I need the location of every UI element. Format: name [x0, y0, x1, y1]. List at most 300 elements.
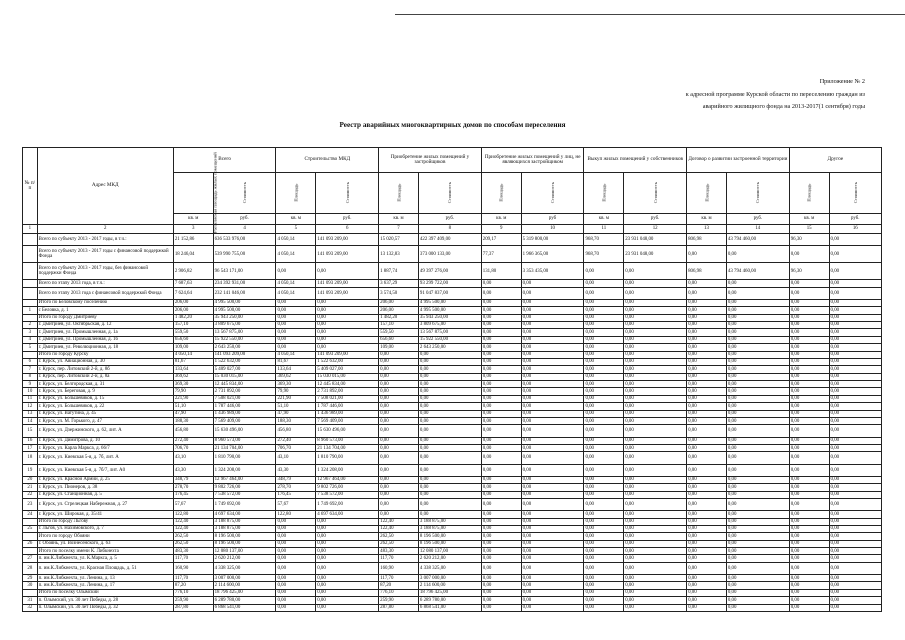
value-cell: 122,80: [173, 511, 213, 518]
row-number: 6: [23, 358, 38, 365]
value-cell: 12 445 834,00: [213, 381, 276, 388]
value-cell: 1 887,74: [379, 263, 419, 280]
value-cell: 3 637,29: [379, 280, 419, 287]
value-cell: 43,30: [173, 464, 213, 476]
value-cell: 15 922 550,00: [418, 336, 481, 343]
table-row: [23, 358, 882, 365]
value-cell: 0,00: [829, 604, 881, 611]
value-cell: 0,00: [584, 366, 624, 373]
value-cell: 0,00: [521, 373, 584, 380]
column-number: 9: [481, 225, 521, 234]
value-cell: 806,98: [687, 263, 727, 280]
value-cell: 0,00: [521, 395, 584, 402]
value-cell: 0,00: [726, 246, 789, 263]
value-cell: 0,00: [726, 373, 789, 380]
value-cell: 0,00: [481, 540, 521, 547]
value-cell: 0,00: [624, 280, 687, 287]
value-cell: 0,00: [316, 575, 379, 582]
value-cell: 4 050,14: [173, 351, 213, 358]
value-cell: 0,00: [521, 452, 584, 464]
value-cell: 0,00: [379, 358, 419, 365]
column-number: 13: [687, 225, 727, 234]
value-cell: 0,00: [687, 476, 727, 483]
value-cell: 0,00: [521, 511, 584, 518]
value-cell: 0,00: [481, 425, 521, 437]
sub-header-label: Площадь: [703, 183, 709, 202]
value-cell: 0,00: [316, 604, 379, 611]
table-row: [23, 388, 882, 395]
value-cell: 176,45: [173, 491, 213, 498]
value-cell: 0,00: [584, 373, 624, 380]
address-cell: Итого по Беловскому поселению: [37, 299, 173, 306]
row-number: 24: [23, 511, 38, 518]
group-header: Другое: [789, 148, 881, 173]
column-number: 12: [624, 225, 687, 234]
address-cell: Всего по этапу 2013 года, в т.ч.:: [37, 280, 173, 287]
table-row: [23, 321, 882, 328]
value-cell: 0,00: [276, 344, 316, 351]
value-cell: 0,00: [584, 321, 624, 328]
value-cell: 0,00: [481, 314, 521, 321]
value-cell: 0,00: [829, 336, 881, 343]
value-cell: 0,00: [481, 358, 521, 365]
sub-header: [521, 173, 584, 214]
value-cell: 0,00: [481, 299, 521, 306]
value-cell: 0,00: [687, 388, 727, 395]
value-cell: 9 802 726,00: [316, 484, 379, 491]
address-cell: г. Курск, ул. Димитрова, д. 10: [37, 437, 173, 444]
value-cell: 87,20: [173, 582, 213, 589]
column-number: 14: [726, 225, 789, 234]
subtotal-row: [23, 518, 882, 525]
value-cell: 0,00: [829, 388, 881, 395]
value-cell: 0,00: [379, 395, 419, 402]
value-cell: 0,00: [687, 314, 727, 321]
value-cell: 0,00: [316, 582, 379, 589]
address-cell: Итого по поселку Олымский: [37, 589, 173, 596]
value-cell: 483,30: [379, 548, 419, 555]
value-cell: 776,10: [173, 589, 213, 596]
subtotal-row: [23, 548, 882, 555]
value-cell: 262,50: [173, 540, 213, 547]
value-cell: 0,00: [584, 533, 624, 540]
value-cell: 0,00: [726, 358, 789, 365]
value-cell: 0,00: [687, 373, 727, 380]
value-cell: 0,00: [584, 329, 624, 336]
value-cell: 0,00: [521, 464, 584, 476]
unit-cell: кв. м: [584, 214, 624, 225]
address-cell: г. Дмитриев, ул. Промышленная, д. 1а: [37, 329, 173, 336]
value-cell: 0,00: [829, 314, 881, 321]
value-cell: 0,00: [276, 299, 316, 306]
value-cell: 4 338 325,00: [213, 562, 276, 574]
value-cell: 0,00: [624, 403, 687, 410]
value-cell: 0,00: [316, 533, 379, 540]
value-cell: 109,00: [379, 344, 419, 351]
number-column-header: № п/п: [23, 148, 38, 225]
value-cell: 0,00: [276, 575, 316, 582]
value-cell: 0,00: [687, 533, 727, 540]
value-cell: 0,00: [789, 358, 829, 365]
value-cell: 0,00: [276, 597, 316, 604]
value-cell: 0,00: [687, 307, 727, 314]
value-cell: 0,00: [481, 329, 521, 336]
value-cell: 0,00: [584, 548, 624, 555]
value-cell: 0,00: [624, 388, 687, 395]
value-cell: 3 574,50: [379, 287, 419, 299]
value-cell: 0,00: [829, 344, 881, 351]
group-header: Приобретение жилых помещений у лиц, не являющихся застройщиком: [481, 148, 584, 173]
value-cell: 141 093 209,00: [316, 351, 379, 358]
subtotal-row: [23, 589, 882, 596]
address-cell: г. Курск, ул. Ватутина, д. 45: [37, 410, 173, 417]
value-cell: 1 966 365,00: [521, 246, 584, 263]
value-cell: 0,00: [789, 491, 829, 498]
value-cell: 21 134 704,00: [316, 444, 379, 451]
value-cell: 0,00: [379, 403, 419, 410]
subtotal-row: [23, 263, 882, 280]
value-cell: 0,00: [584, 464, 624, 476]
value-cell: 0,00: [584, 263, 624, 280]
value-cell: 0,00: [276, 525, 316, 532]
value-cell: 4 050,14: [276, 234, 316, 246]
value-cell: 0,00: [829, 381, 881, 388]
row-number: [23, 287, 38, 299]
value-cell: 0,00: [726, 410, 789, 417]
value-cell: 0,00: [521, 403, 584, 410]
address-cell: п. им.К.Либкнехта, ул. К.Маркса, д. 5: [37, 555, 173, 562]
value-cell: 0,00: [726, 518, 789, 525]
value-cell: 57,67: [276, 498, 316, 510]
value-cell: 0,00: [276, 540, 316, 547]
value-cell: 0,00: [418, 358, 481, 365]
value-cell: 43,30: [276, 464, 316, 476]
value-cell: 232 141 046,00: [213, 287, 276, 299]
value-cell: 0,00: [584, 518, 624, 525]
address-cell: г. Курск, ул. Карла Маркса, д. 66/7: [37, 444, 173, 451]
value-cell: 0,00: [829, 540, 881, 547]
value-cell: 49 397 276,00: [418, 263, 481, 280]
row-number: 32: [23, 604, 38, 611]
value-cell: 0,00: [521, 287, 584, 299]
value-cell: 0,00: [624, 533, 687, 540]
value-cell: 43,10: [173, 452, 213, 464]
row-number: [23, 548, 38, 555]
address-cell: г. Курск, ул. Дзержинского, д. 62, лит. А: [37, 425, 173, 437]
value-cell: 0,00: [276, 329, 316, 336]
table-row: [23, 395, 882, 402]
value-cell: 0,00: [418, 410, 481, 417]
value-cell: 0,00: [481, 321, 521, 328]
value-cell: 559,50: [379, 329, 419, 336]
unit-cell: кв. м: [379, 214, 419, 225]
column-number: 6: [316, 225, 379, 234]
value-cell: 0,00: [521, 418, 584, 425]
table-row: [23, 597, 882, 604]
value-cell: 0,00: [624, 484, 687, 491]
value-cell: 0,00: [521, 280, 584, 287]
value-cell: 0,00: [726, 511, 789, 518]
row-number: 22: [23, 491, 38, 498]
value-cell: 0,00: [276, 589, 316, 596]
value-cell: 1 787 446,00: [316, 403, 379, 410]
value-cell: 0,00: [789, 452, 829, 464]
value-cell: 259,90: [173, 597, 213, 604]
value-cell: 0,00: [687, 246, 727, 263]
value-cell: 262,50: [379, 533, 419, 540]
value-cell: 8 196 500,00: [213, 540, 276, 547]
subtotal-row: [23, 246, 882, 263]
value-cell: 0,00: [829, 234, 881, 246]
subtotal-row: [23, 351, 882, 358]
column-number: 8: [418, 225, 481, 234]
value-cell: 206,00: [379, 307, 419, 314]
value-cell: 0,00: [624, 437, 687, 444]
value-cell: 13 567 875,00: [418, 329, 481, 336]
row-number: [23, 533, 38, 540]
unit-cell: руб.: [316, 214, 379, 225]
value-cell: 0,00: [521, 484, 584, 491]
unit-cell: руб: [521, 214, 584, 225]
value-cell: 287,80: [173, 604, 213, 611]
column-number: 15: [789, 225, 829, 234]
row-number: 2: [23, 321, 38, 328]
value-cell: 0,00: [276, 548, 316, 555]
table-row: [23, 498, 882, 510]
value-cell: 0,00: [276, 562, 316, 574]
address-cell: Итого по поселку имени К. Либкнехта: [37, 548, 173, 555]
address-cell: г. Курск, ул. Белгородская, д. 31: [37, 381, 173, 388]
value-cell: 4 050,14: [276, 280, 316, 287]
value-cell: 15 922 550,00: [213, 336, 276, 343]
value-cell: 0,00: [687, 582, 727, 589]
value-cell: 188,30: [276, 418, 316, 425]
value-cell: 2 731 892,00: [316, 388, 379, 395]
value-cell: 206,00: [173, 307, 213, 314]
value-cell: 0,00: [789, 511, 829, 518]
value-cell: 0,00: [379, 373, 419, 380]
value-cell: 0,00: [584, 597, 624, 604]
value-cell: 0,00: [481, 548, 521, 555]
value-cell: 0,00: [687, 321, 727, 328]
value-cell: 0,00: [829, 425, 881, 437]
address-cell: г. Курск, ул. Большевиков, д. 15: [37, 395, 173, 402]
value-cell: 0,00: [687, 555, 727, 562]
sub-header-label: Расселяемая площадь жилых помещений: [212, 152, 218, 233]
value-cell: 0,00: [584, 562, 624, 574]
value-cell: 0,00: [829, 329, 881, 336]
address-cell: г. Курск, ул. Авиационная, д. 30: [37, 358, 173, 365]
value-cell: 7 538 572,00: [316, 491, 379, 498]
value-cell: 0,00: [584, 484, 624, 491]
value-cell: 1 749 692,00: [213, 498, 276, 510]
value-cell: 0,00: [624, 548, 687, 555]
value-cell: 0,00: [481, 511, 521, 518]
value-cell: 0,00: [829, 452, 881, 464]
table-header: [23, 148, 882, 234]
value-cell: 122,40: [379, 518, 419, 525]
value-cell: 0,00: [481, 533, 521, 540]
value-cell: 0,00: [829, 444, 881, 451]
value-cell: 0,00: [379, 425, 419, 437]
value-cell: 0,00: [789, 336, 829, 343]
value-cell: 369,30: [173, 381, 213, 388]
value-cell: 0,00: [584, 418, 624, 425]
address-cell: г. Дмитриев, ул. Промышленная, д. 1б: [37, 336, 173, 343]
value-cell: 93 299 722,00: [418, 280, 481, 287]
value-cell: 348,79: [173, 476, 213, 483]
group-header: Всего: [173, 148, 276, 173]
value-cell: 262,50: [379, 540, 419, 547]
value-cell: 0,00: [418, 452, 481, 464]
value-cell: 4 995 500,00: [418, 299, 481, 306]
address-cell: г. Курск, ул. Береговая, д. 9: [37, 388, 173, 395]
value-cell: 0,00: [316, 314, 379, 321]
value-cell: 0,00: [379, 498, 419, 510]
value-cell: 2 620 212,00: [213, 555, 276, 562]
value-cell: 0,00: [481, 437, 521, 444]
value-cell: 0,00: [687, 336, 727, 343]
value-cell: 122,40: [173, 518, 213, 525]
column-number: 1: [23, 225, 38, 234]
value-cell: 0,00: [481, 452, 521, 464]
value-cell: 0,00: [829, 491, 881, 498]
value-cell: 369,30: [276, 381, 316, 388]
subtotal-row: [23, 314, 882, 321]
value-cell: 23 931 048,00: [624, 246, 687, 263]
value-cell: 422 397 409,00: [418, 234, 481, 246]
value-cell: 0,00: [379, 418, 419, 425]
value-cell: 0,00: [418, 395, 481, 402]
value-cell: 0,00: [687, 511, 727, 518]
value-cell: 0,00: [584, 476, 624, 483]
row-number: 4: [23, 336, 38, 343]
value-cell: 0,00: [829, 280, 881, 287]
value-cell: 0,00: [481, 476, 521, 483]
address-cell: г. Курск, ул. М. Горького, д. 47: [37, 418, 173, 425]
value-cell: 0,00: [624, 358, 687, 365]
value-cell: 0,00: [687, 329, 727, 336]
value-cell: 51,10: [276, 403, 316, 410]
value-cell: 7 538 572,00: [213, 491, 276, 498]
value-cell: 0,00: [726, 425, 789, 437]
value-cell: 0,00: [789, 329, 829, 336]
value-cell: 7 569 409,00: [213, 418, 276, 425]
sub-header-label: Стоимость: [652, 181, 658, 204]
table-row: [23, 491, 882, 498]
value-cell: 2 643 250,00: [418, 344, 481, 351]
row-number: [23, 299, 38, 306]
unit-cell: руб.: [726, 214, 789, 225]
value-cell: 0,00: [481, 410, 521, 417]
value-cell: 1 787 446,00: [213, 403, 276, 410]
value-cell: 0,00: [726, 452, 789, 464]
value-cell: 0,00: [584, 336, 624, 343]
value-cell: 0,00: [726, 299, 789, 306]
value-cell: 6 868 541,00: [213, 604, 276, 611]
value-cell: 2 731 892,00: [213, 388, 276, 395]
value-cell: 4 697 634,00: [213, 511, 276, 518]
value-cell: 8 196 500,00: [213, 533, 276, 540]
value-cell: 12 080 137,00: [418, 548, 481, 555]
value-cell: 0,00: [521, 597, 584, 604]
value-cell: 3 809 675,00: [418, 321, 481, 328]
value-cell: 0,00: [829, 358, 881, 365]
value-cell: 0,00: [379, 366, 419, 373]
value-cell: 109,00: [173, 344, 213, 351]
value-cell: 117,70: [173, 555, 213, 562]
value-cell: 0,00: [624, 287, 687, 299]
row-number: 18: [23, 452, 38, 464]
value-cell: 373 000 133,00: [418, 246, 481, 263]
value-cell: 7 569 409,00: [316, 418, 379, 425]
table-row: [23, 329, 882, 336]
value-cell: 43,10: [276, 452, 316, 464]
value-cell: 656,60: [173, 336, 213, 343]
sub-header-label: Стоимость: [852, 181, 858, 204]
value-cell: 234 392 931,00: [213, 280, 276, 287]
value-cell: 0,00: [624, 582, 687, 589]
value-cell: 968,70: [584, 234, 624, 246]
table-row: [23, 344, 882, 351]
value-cell: 1 436 989,00: [316, 410, 379, 417]
row-number: 26: [23, 540, 38, 547]
value-cell: 0,00: [521, 410, 584, 417]
value-cell: 0,00: [726, 381, 789, 388]
sub-header-label: Стоимость: [344, 181, 350, 204]
row-number: 21: [23, 484, 38, 491]
value-cell: 6 289 780,00: [213, 597, 276, 604]
row-number: 8: [23, 373, 38, 380]
sub-header-label: Площадь: [498, 183, 504, 202]
value-cell: 7 624,64: [173, 287, 213, 299]
sub-header-label: Площадь: [601, 183, 607, 202]
value-cell: 0,00: [276, 307, 316, 314]
table-row: [23, 464, 882, 476]
value-cell: 0,00: [521, 425, 584, 437]
value-cell: 0,00: [726, 395, 789, 402]
column-number: 7: [379, 225, 419, 234]
group-header: Выкуп жилых помещений у собственников: [584, 148, 687, 173]
value-cell: 0,00: [789, 562, 829, 574]
document-title: Реестр аварийных многоквартирных домов по способам переселения: [339, 121, 566, 129]
group-header: Строительство МКД: [276, 148, 379, 173]
value-cell: 0,00: [584, 582, 624, 589]
table-row: [23, 604, 882, 611]
value-cell: 0,00: [687, 597, 727, 604]
value-cell: 133,64: [276, 366, 316, 373]
value-cell: 456,80: [276, 425, 316, 437]
address-cell: п. им.К.Либкнехта, ул. Ленина, д. 13: [37, 575, 173, 582]
value-cell: 0,00: [276, 518, 316, 525]
value-cell: 9 802 726,00: [213, 484, 276, 491]
value-cell: 117,70: [379, 575, 419, 582]
value-cell: 0,00: [829, 511, 881, 518]
value-cell: 47,90: [173, 410, 213, 417]
value-cell: 122,40: [379, 525, 419, 532]
value-cell: 0,00: [789, 280, 829, 287]
value-cell: 0,00: [624, 476, 687, 483]
value-cell: 776,10: [379, 589, 419, 596]
value-cell: 0,00: [789, 533, 829, 540]
value-cell: 0,00: [624, 597, 687, 604]
value-cell: 221,90: [276, 395, 316, 402]
value-cell: 0,00: [829, 410, 881, 417]
table-row: [23, 403, 882, 410]
table-row: [23, 444, 882, 451]
value-cell: 0,00: [624, 575, 687, 582]
value-cell: 1 436 989,00: [213, 410, 276, 417]
